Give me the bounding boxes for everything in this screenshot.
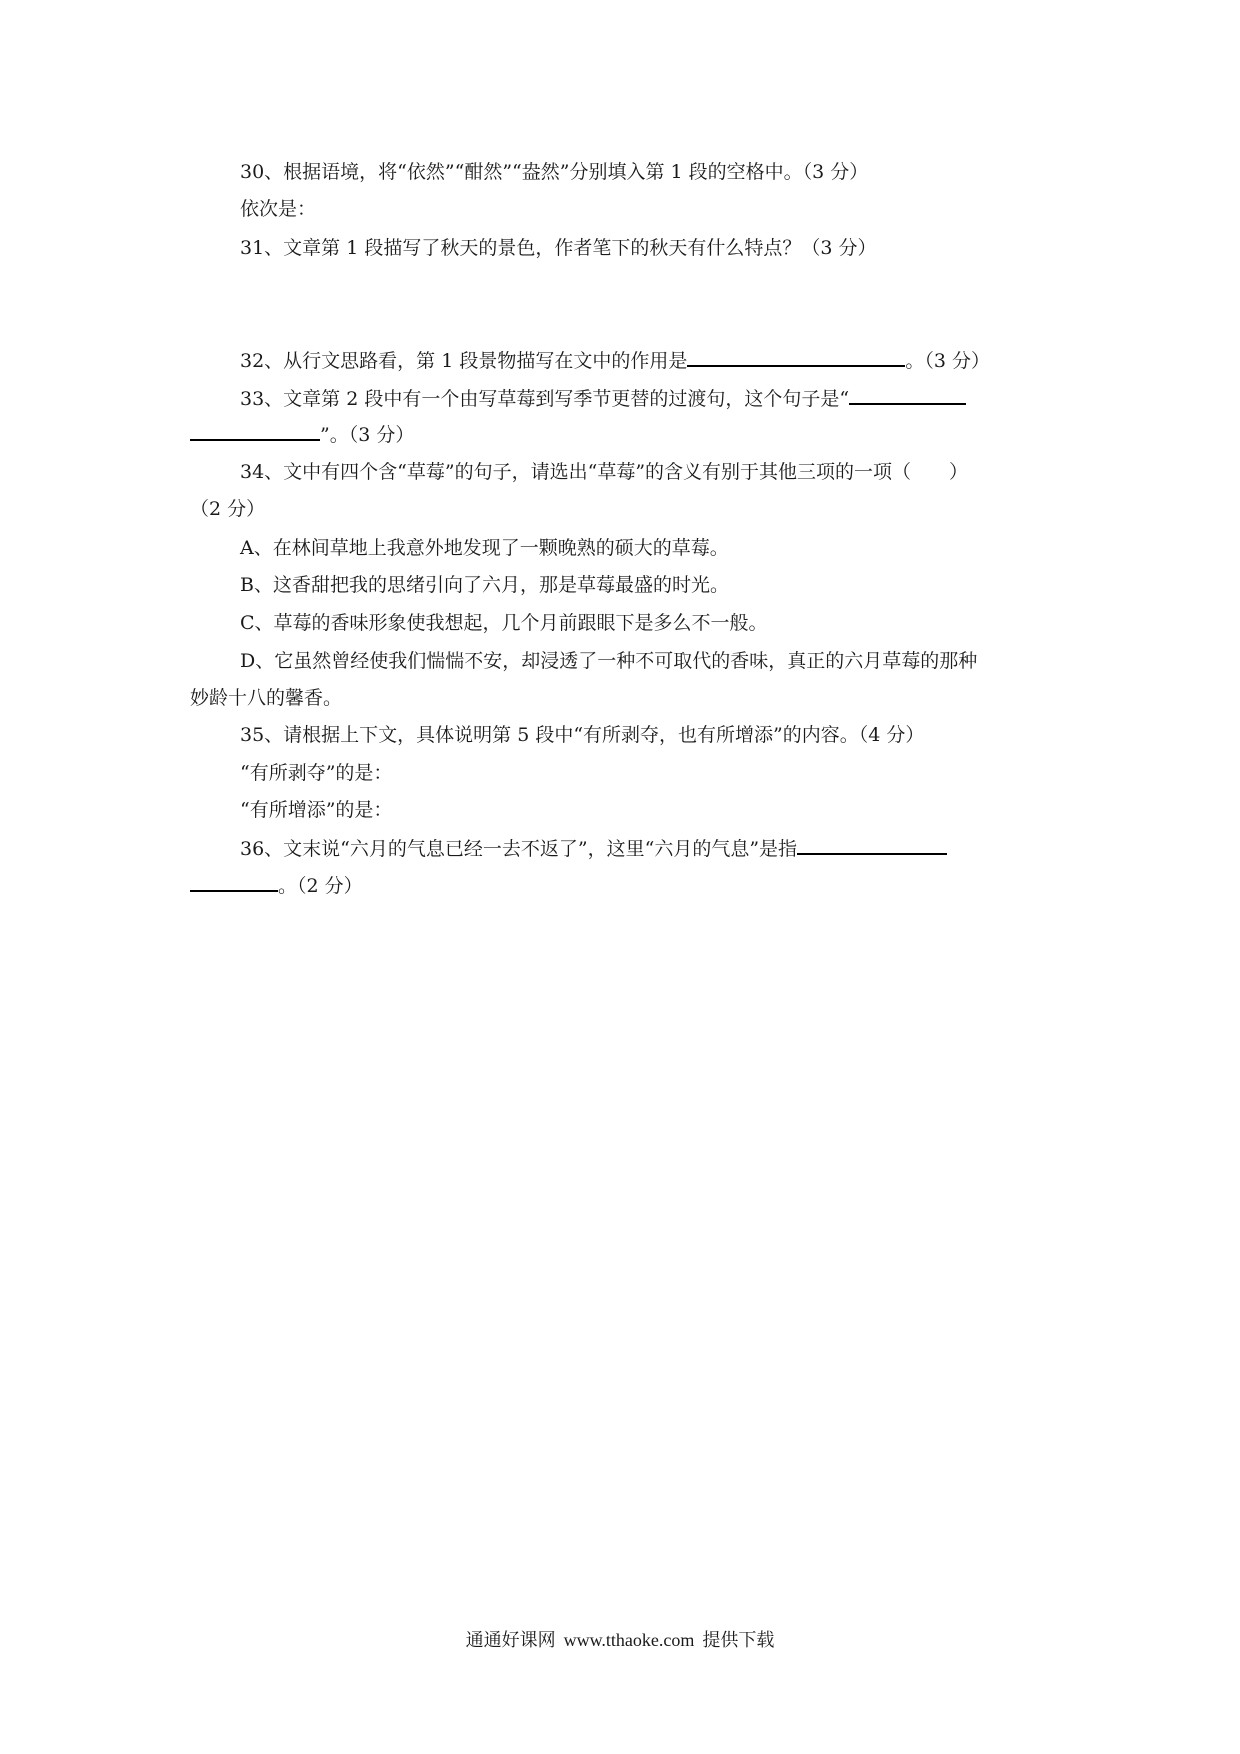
option-c: C、草莓的香味形象使我想起，几个月前跟眼下是多么不一般。 bbox=[240, 612, 768, 634]
question-33-suffix: ”。（3 分） bbox=[320, 424, 415, 446]
question-36-continuation bbox=[190, 872, 363, 899]
question-33 bbox=[240, 385, 966, 412]
option-a: A、在林间草地上我意外地发现了一颗晚熟的硕大的草莓。 bbox=[240, 537, 729, 559]
footer-url: www.tthaoke.com bbox=[563, 1630, 695, 1650]
question-36 bbox=[240, 835, 947, 862]
footer-site-name: 通通好课网 bbox=[465, 1630, 556, 1651]
question-32 bbox=[240, 347, 990, 374]
question-30-prompt: 30、根据语境，将“依然”“酣然”“盎然”分别填入第 1 段的空格中。（3 分） bbox=[240, 161, 869, 183]
question-34-score: （2 分） bbox=[190, 498, 266, 520]
question-30-answer-label: 依次是： bbox=[240, 198, 317, 220]
question-33-continuation bbox=[190, 421, 414, 448]
question-35 bbox=[240, 722, 924, 748]
option-d: D、它虽然曾经使我们惴惴不安，却浸透了一种不可取代的香味，真正的六月草莓的那种 bbox=[240, 650, 978, 672]
question-36-prompt: 36、文末说“六月的气息已经一去不返了”，这里“六月的气息”是指 bbox=[240, 838, 798, 860]
question-32-prompt: 32、从行文思路看，第 1 段景物描写在文中的作用是 bbox=[240, 350, 688, 372]
question-32-suffix: 。（3 分） bbox=[905, 350, 990, 372]
question-35-label-a: “有所剥夺”的是： bbox=[240, 762, 393, 784]
question-36-suffix: 。（2 分） bbox=[278, 875, 363, 897]
question-34-prompt: 34、文中有四个含“草莓”的句子，请选出“草莓”的含义有别于其他三项的一项（ ） bbox=[240, 461, 969, 483]
answer-blank[interactable] bbox=[797, 835, 947, 855]
option-b: B、这香甜把我的思绪引向了六月，那是草莓最盛的时光。 bbox=[240, 574, 729, 596]
question-35-prompt: 35、请根据上下文，具体说明第 5 段中“有所剥夺，也有所增添”的内容。（4 分） bbox=[240, 724, 925, 746]
answer-blank[interactable] bbox=[849, 385, 966, 405]
footer-download-text: 提供下载 bbox=[702, 1630, 775, 1651]
answer-blank[interactable] bbox=[190, 872, 278, 892]
answer-blank[interactable] bbox=[687, 347, 905, 367]
option-d-continuation: 妙龄十八的馨香。 bbox=[190, 687, 343, 709]
question-31 bbox=[240, 235, 876, 261]
question-30 bbox=[240, 159, 868, 185]
page-footer bbox=[0, 1628, 1240, 1653]
question-34 bbox=[240, 459, 968, 485]
question-31-prompt: 31、文章第 1 段描写了秋天的景色，作者笔下的秋天有什么特点？（3 分） bbox=[240, 237, 877, 259]
question-35-label-b: “有所增添”的是： bbox=[240, 799, 393, 821]
answer-blank[interactable] bbox=[190, 421, 320, 441]
question-33-prompt: 33、文章第 2 段中有一个由写草莓到写季节更替的过渡句，这个句子是“ bbox=[240, 388, 850, 410]
